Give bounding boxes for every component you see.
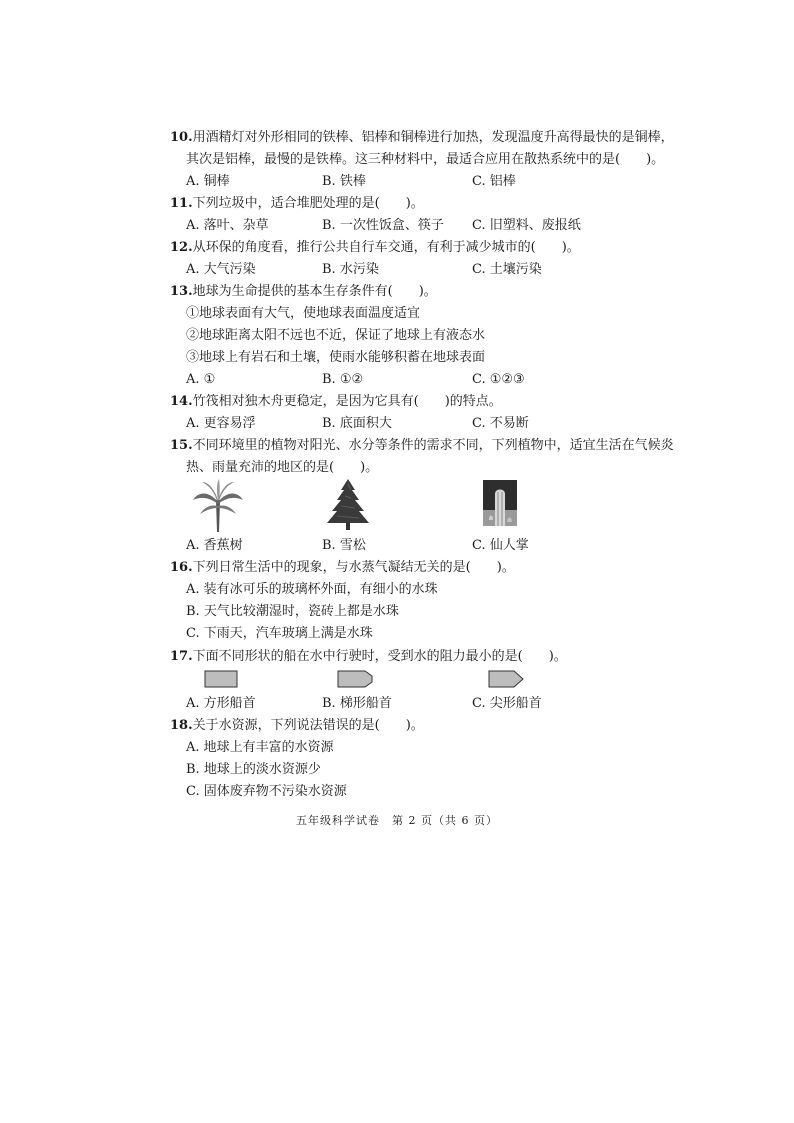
- option-a: A. 铜棒: [186, 174, 230, 189]
- option-c: C. 土壤污染: [472, 262, 542, 277]
- option-b: B. 天气比较潮湿时，瓷砖上都是水珠: [186, 604, 399, 619]
- question-number: 10.: [170, 130, 193, 145]
- statement-2: ②地球距离太阳不远也不近，保证了地球上有液态水: [186, 328, 486, 343]
- question-16: [170, 558, 515, 578]
- option-b: B. 地球上的淡水资源少: [186, 762, 321, 777]
- question-number: 15.: [170, 438, 193, 453]
- option-a: A. ①: [186, 372, 216, 387]
- question-14: [170, 392, 502, 412]
- cactus-photo-icon: [483, 480, 517, 526]
- question-number: 18.: [170, 718, 193, 733]
- option-b: B. 铁棒: [322, 174, 366, 189]
- option-a: A. 香蕉树: [186, 538, 243, 553]
- pointed-bow-icon: [488, 670, 524, 688]
- cedar-tree-icon: [325, 478, 371, 530]
- option-b: B. 梯形船首: [322, 696, 392, 711]
- question-11: [170, 194, 424, 214]
- question-15: [170, 436, 674, 456]
- question-text: 关于水资源，下列说法错误的是( )。: [192, 718, 424, 733]
- option-c: C. ①②③: [472, 372, 525, 387]
- question-text: 地球为生命提供的基本生存条件有( )。: [192, 284, 437, 299]
- statement-1: ①地球表面有大气，使地球表面温度适宜: [186, 306, 421, 321]
- question-text: 竹筏相对独木舟更稳定，是因为它具有( )的特点。: [192, 394, 502, 409]
- option-a: A. 大气污染: [186, 262, 256, 277]
- option-c: C. 仙人掌: [472, 538, 529, 553]
- option-b: B. 雪松: [322, 538, 366, 553]
- option-c: C. 尖形船首: [472, 696, 542, 711]
- question-number: 17.: [170, 649, 193, 664]
- option-a: A. 装有冰可乐的玻璃杯外面，有细小的水珠: [186, 582, 438, 597]
- question-13: [170, 282, 437, 302]
- question-number: 13.: [170, 284, 193, 299]
- question-text: 从环保的角度看，推行公共自行车交通，有利于减少城市的( )。: [192, 240, 580, 255]
- question-number: 14.: [170, 394, 193, 409]
- question-text: 不同环境里的植物对阳光、水分等条件的需求不同，下列植物中，适宜生活在气候炎: [192, 438, 674, 453]
- square-bow-icon: [204, 670, 238, 688]
- question-18: [170, 716, 424, 736]
- question-15-continued: 热、雨量充沛的地区的是( )。: [186, 460, 379, 475]
- option-c: C. 下雨天，汽车玻璃上满是水珠: [186, 626, 373, 641]
- page-footer: 五年级科学试卷 第 2 页（共 6 页）: [296, 814, 498, 827]
- option-a: A. 地球上有丰富的水资源: [186, 740, 334, 755]
- question-text: 用酒精灯对外形相同的铁棒、铝棒和铜棒进行加热，发现温度升高得最快的是铜棒，: [192, 130, 674, 145]
- question-text: 下面不同形状的船在水中行驶时，受到水的阻力最小的是( )。: [192, 649, 567, 664]
- banana-tree-icon: [190, 478, 246, 534]
- option-c: C. 旧塑料、废报纸: [472, 218, 581, 233]
- question-text: 下列日常生活中的现象，与水蒸气凝结无关的是( )。: [192, 560, 515, 575]
- option-a: A. 落叶、杂草: [186, 218, 269, 233]
- question-number: 12.: [170, 240, 193, 255]
- option-c: C. 铝棒: [472, 174, 516, 189]
- option-c: C. 固体废弃物不污染水资源: [186, 784, 347, 799]
- question-10: [170, 128, 674, 148]
- option-b: B. ①②: [322, 372, 364, 387]
- question-number: 16.: [170, 560, 193, 575]
- question-17: [170, 647, 567, 667]
- option-b: B. 水污染: [322, 262, 379, 277]
- question-12: [170, 238, 580, 258]
- statement-3: ③地球上有岩石和土壤，使雨水能够积蓄在地球表面: [186, 350, 486, 365]
- option-a: A. 更容易浮: [186, 416, 256, 431]
- option-b: B. 一次性饭盒、筷子: [322, 218, 444, 233]
- question-number: 11.: [170, 196, 193, 211]
- option-b: B. 底面积大: [322, 416, 392, 431]
- question-10-continued: 其次是铝棒，最慢的是铁棒。这三种材料中，最适合应用在散热系统中的是( )。: [186, 152, 665, 167]
- option-a: A. 方形船首: [186, 696, 256, 711]
- question-text: 下列垃圾中，适合堆肥处理的是( )。: [192, 196, 424, 211]
- option-c: C. 不易断: [472, 416, 529, 431]
- trapezoid-bow-icon: [337, 670, 373, 688]
